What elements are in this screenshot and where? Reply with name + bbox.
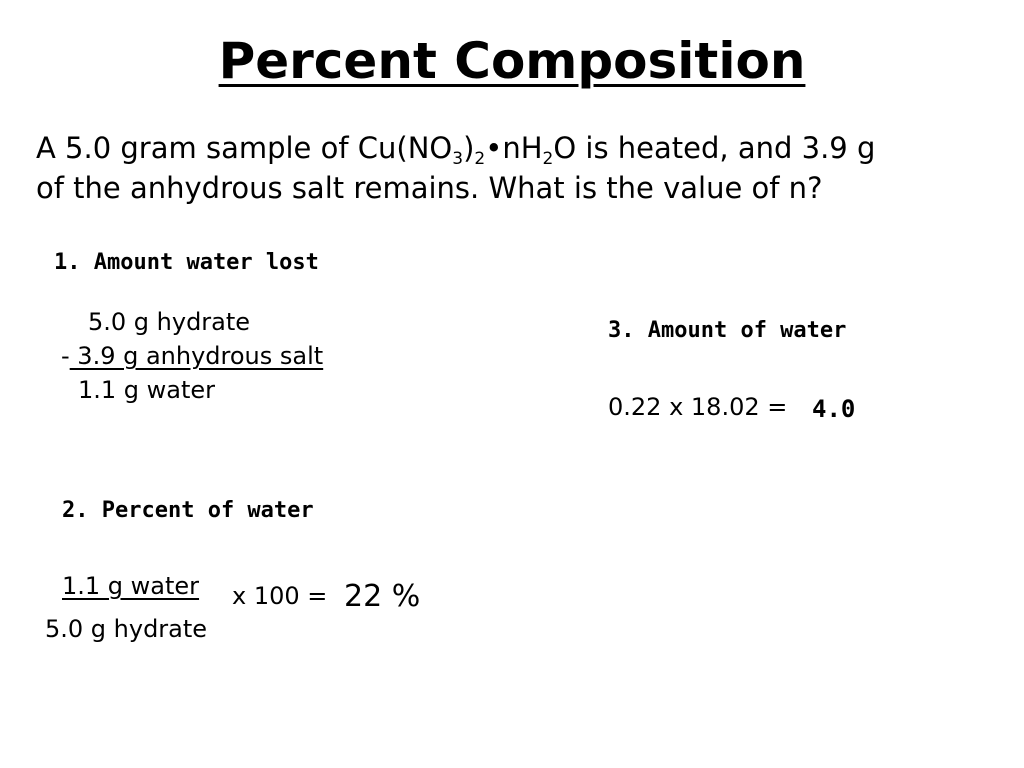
step3-result: 4.0 [812,395,856,423]
slide-title [0,34,1024,89]
step2-numerator: 1.1 g water [62,572,200,600]
step1-hydrate-line: 5.0 g hydrate [88,308,251,336]
slide-title-text: Percent Composition [218,32,806,90]
question-part-3: •nH [485,131,543,165]
step1-subtraction-line [61,342,323,370]
step2-result: 22 % [344,579,421,614]
question-sub-2: 2 [474,149,486,169]
question-sub-1: 3 [452,149,464,169]
step2-denominator: 5.0 g hydrate [45,615,208,643]
question-part-2: ) [463,131,475,165]
question-line-1 [36,128,996,168]
step1-anhydrous-line: 3.9 g anhydrous salt [69,342,324,370]
question-part-1: A 5.0 gram sample of Cu(NO [36,131,453,165]
step3-heading: 3. Amount of water [608,318,847,343]
step1-heading: 1. Amount water lost [54,250,319,275]
question-text [36,128,996,208]
step3-expression: 0.22 x 18.02 = [608,393,788,421]
step2-heading: 2. Percent of water [62,498,314,523]
question-line-2: of the anhydrous salt remains. What is the value of n? [36,171,823,205]
step1-minus-sign: - [61,342,70,370]
step1-result: 1.1 g water [78,376,216,404]
question-part-4: O is heated, and 3.9 g [553,131,876,165]
question-sub-3: 2 [542,149,554,169]
step2-multiplier: x 100 = [232,582,328,610]
